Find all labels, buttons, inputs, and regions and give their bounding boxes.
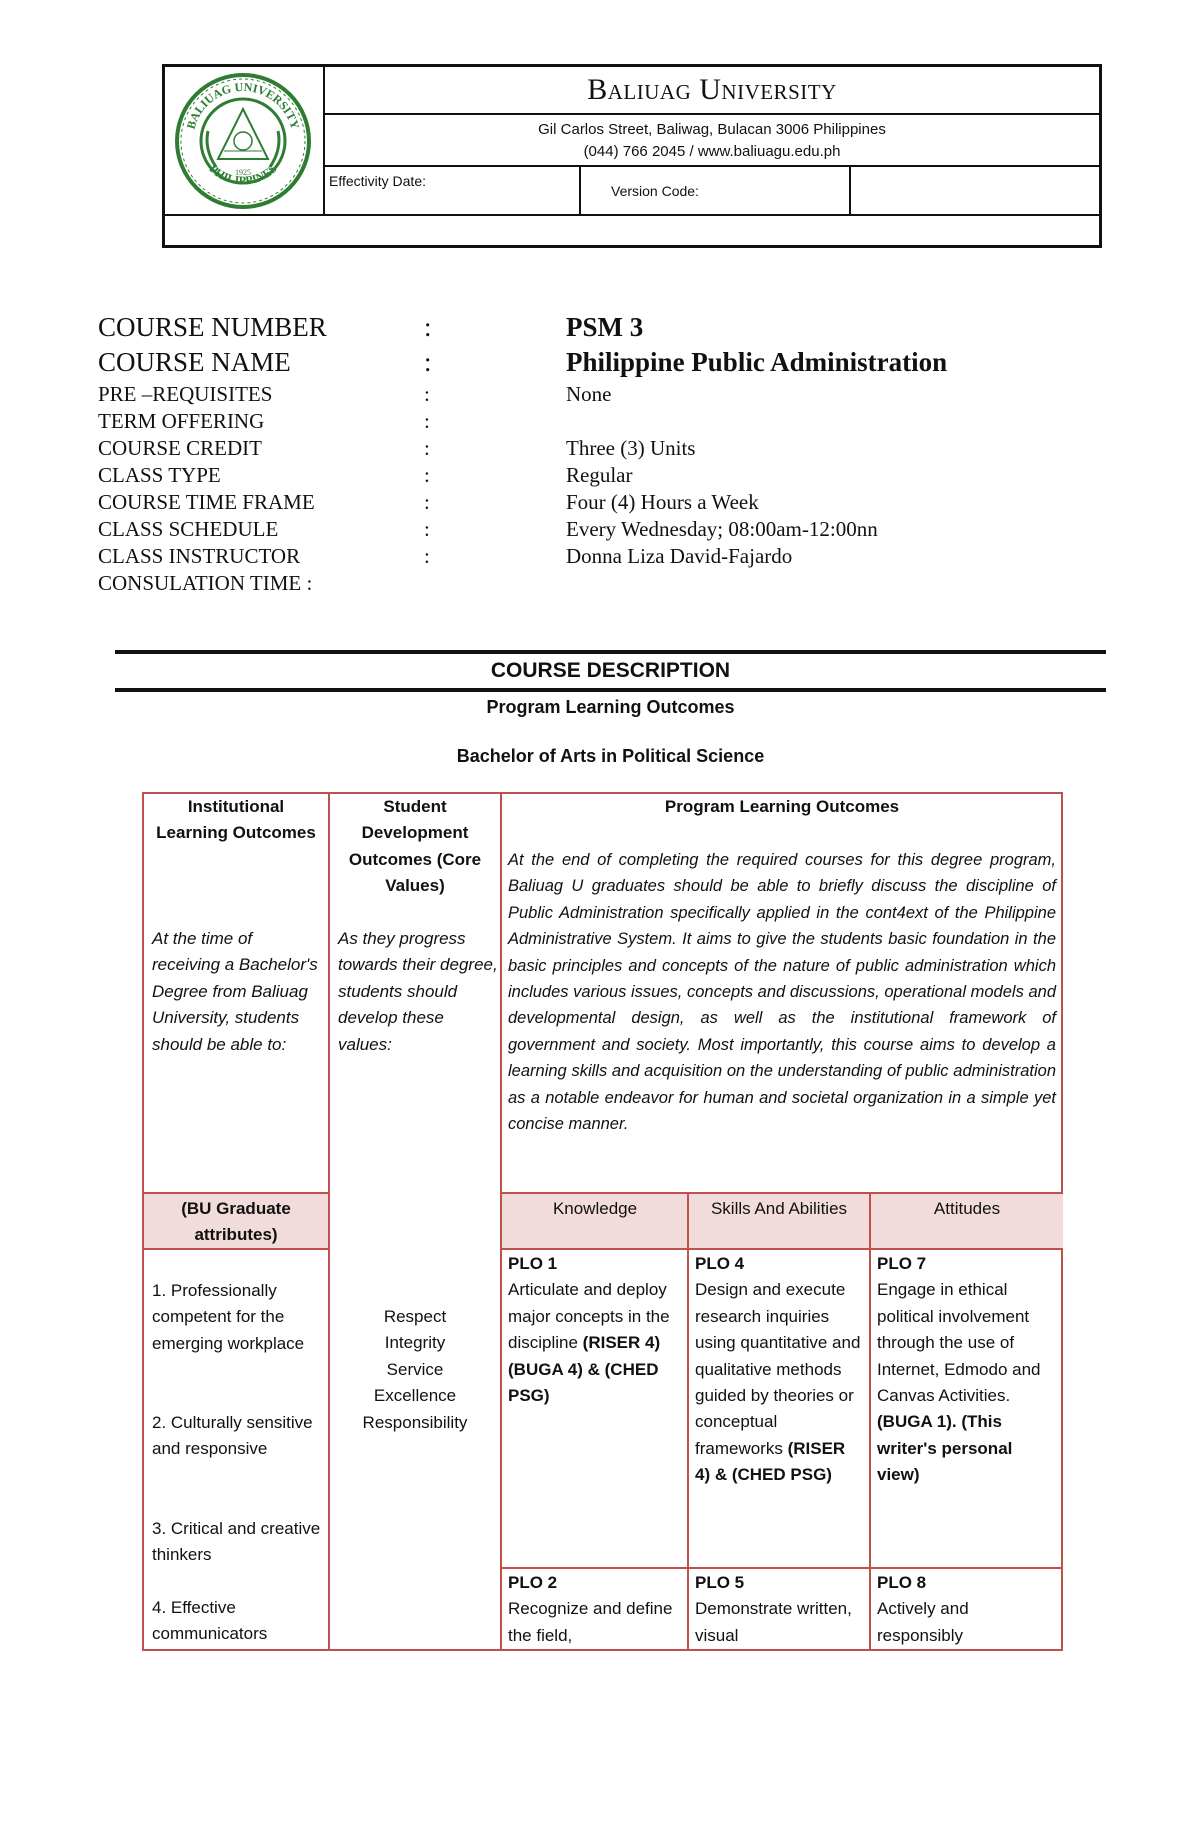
plo-intro: At the end of completing the required courses for this degree program, Baliuag U graduates should be able to briefly discuss the discipline of Public Administration specifically applied in the cont4ext of the Philippine Administrative System. It aims to give the students basic foundation in the basic principles and concepts of the nature of public administration which includes various issues, concepts and discussions, operational models and developmental design, as well as the institutional framework of government and society. Most importantly, this course aims to develop a learning skills and acquisition on the understanding of public administration as a notable endeavor for human and societal organization in a simple yet concise manner. xyxy=(508,851,1056,1134)
ilo-item: 3. Critical and creative thinkers xyxy=(152,1519,321,1565)
sdo-intro: As they progress towards their degree, students should develop these values: xyxy=(338,929,498,1054)
version-code-field: Version Code: xyxy=(581,167,851,216)
plo-reference: (BUGA 1). (This writer's personal view) xyxy=(877,1412,1013,1485)
address-line: Gil Carlos Street, Baliwag, Bulacan 3006 Philippines xyxy=(538,121,886,138)
program-name: Bachelor of Arts in Political Science xyxy=(456,746,765,766)
plo-title: PLO 8 xyxy=(877,1573,927,1592)
contact-line: (044) 766 2045 / www.baliuagu.edu.ph xyxy=(583,143,841,160)
svg-text:BALIUAG UNIVERSITY: BALIUAG UNIVERSITY xyxy=(183,79,303,131)
ilo-item: 2. Culturally sensitive and responsive xyxy=(152,1413,313,1459)
svg-text:PHILIPPINES: PHILIPPINES xyxy=(206,161,280,188)
core-value: Excellence xyxy=(373,1386,457,1406)
plo-text: Actively and responsibly xyxy=(877,1599,969,1645)
plo-text: Recognize and define the field, xyxy=(508,1599,673,1645)
plo-1 xyxy=(508,1251,684,1409)
ilo-header: Institutional Learning Outcomes xyxy=(156,797,316,843)
attitudes-column: Attitudes xyxy=(933,1199,1001,1218)
core-value: Integrity xyxy=(384,1333,446,1353)
plo-text: Engage in ethical political involvement through the use of Internet, Edmodo and Canvas Activities. xyxy=(877,1280,1041,1406)
plo-title: PLO 5 xyxy=(695,1573,745,1592)
plo-4 xyxy=(695,1251,865,1489)
section-title: COURSE DESCRIPTION xyxy=(490,659,731,682)
logo-cell xyxy=(165,67,325,216)
divider-top xyxy=(115,650,1106,654)
core-value: Respect xyxy=(383,1307,447,1326)
plo-reference: (RISER 4) & (CHED PSG) xyxy=(695,1438,846,1485)
sdo-header: Student Development Outcomes (Core Values) xyxy=(348,797,482,896)
learning-outcomes-table xyxy=(142,792,1063,1651)
plo-5 xyxy=(695,1570,865,1649)
ilo-item: 1. Professionally competent for the emerging workplace xyxy=(152,1281,305,1353)
section-subtitle: Program Learning Outcomes xyxy=(486,697,735,717)
plo-reference: (RISER 4) (BUGA 4) & (CHED PSG) xyxy=(508,1333,661,1406)
plo-title: PLO 2 xyxy=(508,1573,558,1592)
plo-2 xyxy=(508,1570,684,1649)
blank-field xyxy=(851,167,1099,216)
plo-text: Design and execute research inquiries using quantitative and qualitative methods guided by theories or conceptual frameworks xyxy=(695,1280,861,1458)
effectivity-date-field: Effectivity Date: xyxy=(325,167,581,216)
core-values-list xyxy=(330,1304,500,1436)
ilo-intro: At the time of receiving a Bachelor's Degree from Baliuag University, students should be able to: xyxy=(152,929,318,1054)
plo-text: Articulate and deploy major concepts in the discipline xyxy=(508,1280,670,1353)
core-value: Responsibility xyxy=(362,1412,468,1432)
plo-text: Demonstrate written, visual xyxy=(695,1599,852,1645)
university-address xyxy=(325,115,1099,167)
bu-graduate-attributes: (BU Graduate attributes) xyxy=(181,1199,291,1245)
skills-column: Skills And Abilities xyxy=(710,1199,848,1218)
plo-8 xyxy=(877,1570,1059,1649)
knowledge-column: Knowledge xyxy=(552,1199,638,1218)
university-seal-icon xyxy=(168,71,318,211)
plo-header: Program Learning Outcomes xyxy=(664,797,900,816)
plo-7 xyxy=(877,1251,1059,1489)
plo-title: PLO 4 xyxy=(695,1254,745,1273)
ilo-item: 4. Effective communicators xyxy=(152,1598,268,1644)
divider-bottom xyxy=(115,688,1106,692)
plo-title: PLO 7 xyxy=(877,1254,927,1273)
document-header xyxy=(162,64,1102,248)
svg-text:1925: 1925 xyxy=(235,168,251,177)
plo-title: PLO 1 xyxy=(508,1254,558,1273)
core-value: Service xyxy=(386,1359,444,1379)
university-name: Baliuag University xyxy=(325,67,1099,115)
